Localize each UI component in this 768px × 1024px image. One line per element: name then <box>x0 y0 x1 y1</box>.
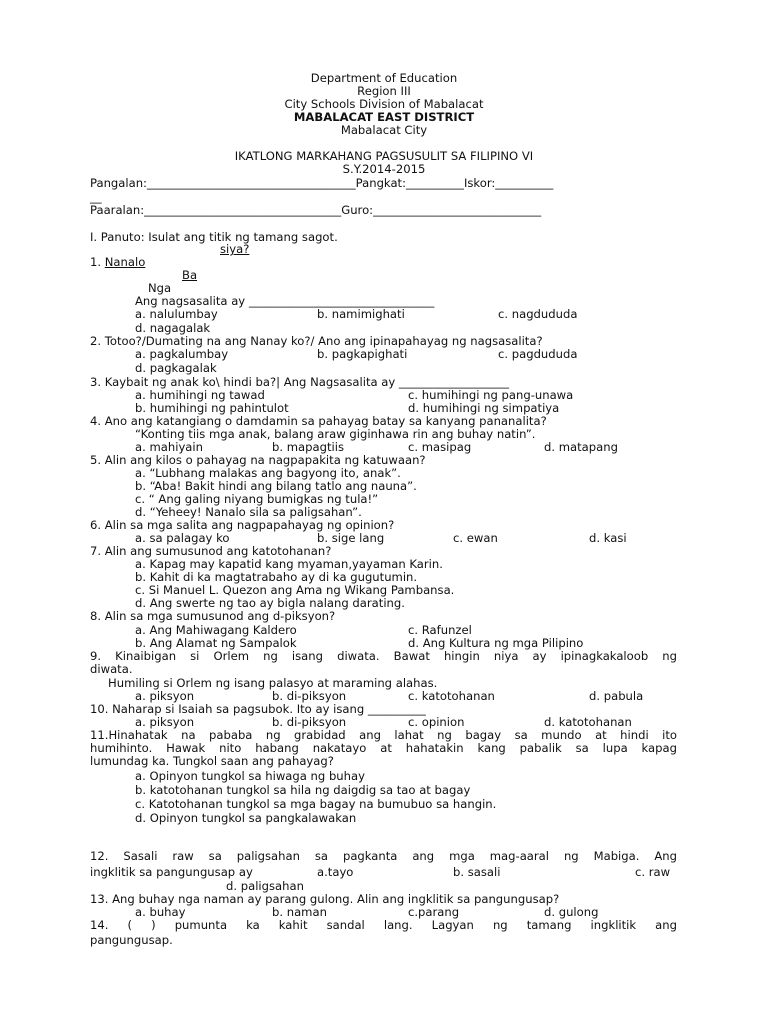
q9-question-line-1: 9. Kinaibigan si Orlem ng isang diwata. Bawat hingin niya ay ipinagkakaloob ng <box>90 649 677 663</box>
q10-choice-b: b. di-piksyon <box>272 715 347 729</box>
q7-choice-c: c. Si Manuel L. Quezon ang Ama ng Wikang Pambansa. <box>135 583 455 597</box>
instructions: I. Panuto: Isulat ang titik ng tamang sagot. <box>90 230 338 244</box>
q9-question-line-3: Humiling si Orlem ng isang palasyo at maraming alahas. <box>108 676 438 690</box>
q8-choice-a: a. Ang Mahiwagang Kaldero <box>135 623 297 637</box>
region: Region III <box>357 84 411 98</box>
q4-question: 4. Ano ang katangiang o damdamin sa pahayag batay sa kanyang pananalita? <box>90 414 547 428</box>
q9-choice-c: c. katotohanan <box>408 689 495 703</box>
q10-choice-d: d. katotohanan <box>544 715 632 729</box>
name-section-line: Pangalan:____________________________________Pangkat:__________Iskor:__________ <box>90 176 554 190</box>
q1-choice-d: d. nagagalak <box>135 321 211 335</box>
q10-choice-c: c. opinion <box>408 715 465 729</box>
q1-choice-b: b. namimighati <box>317 307 405 321</box>
q3-choice-d: d. humihingi ng simpatiya <box>408 401 560 415</box>
school-year: S.Y.2014-2015 <box>342 162 426 176</box>
q8-choice-d: d. Ang Kultura ng mga Pilipino <box>408 636 584 650</box>
department-name: Department of Education <box>310 71 458 85</box>
q12-choice-c: c. raw <box>635 865 671 879</box>
q12-question-line-1: 12. Sasali raw sa paligsahan sa pagkanta ang mga mag-aaral ng Mabiga. Ang <box>90 849 677 863</box>
q3-question: 3. Kaybait ng anak ko\ hindi ba?| Ang Nagsasalita ay ___________________ <box>90 375 510 389</box>
q9-choice-a: a. piksyon <box>135 689 195 703</box>
q6-choice-a: a. sa palagay ko <box>135 531 230 545</box>
q13-choice-b: b. naman <box>272 905 327 919</box>
q7-question: 7. Alin ang sumusunod ang katotohanan? <box>90 544 332 558</box>
q1-word-2: Ba <box>182 268 198 282</box>
q2-choice-a: a. pagkalumbay <box>135 347 229 361</box>
q3-choice-b: b. humihingi ng pahintulot <box>135 401 289 415</box>
q11-question-line-1: 11.Hinahatak na pababa ng grabidad ang lahat ng bagay sa mundo at hindi ito <box>90 728 677 742</box>
q11-choice-c: c. Katotohanan tungkol sa mga bagay na bumubuo sa hangin. <box>135 797 497 811</box>
q8-choice-c: c. Rafunzel <box>408 623 472 637</box>
q1-choice-c: c. nagdududa <box>498 307 578 321</box>
q6-choice-c: c. ewan <box>453 531 498 545</box>
city: Mabalacat City <box>340 123 428 137</box>
q4-choice-d: d. matapang <box>544 440 618 454</box>
q1-stray-word: siya? <box>220 242 250 256</box>
district: MABALACAT EAST DISTRICT <box>293 110 475 124</box>
q10-choice-a: a. piksyon <box>135 715 195 729</box>
q9-question-line-2: diwata. <box>90 662 133 676</box>
q12-choice-b: b. sasali <box>453 865 501 879</box>
q1-number: 1. Nanalo <box>90 255 146 269</box>
q4-quote: “Konting tiis mga anak, balang araw giginhawa rin ang buhay natin”. <box>135 427 536 441</box>
q11-choice-d: d. Opinyon tungkol sa pangkalawakan <box>135 811 357 825</box>
q11-choice-a: a. Opinyon tungkol sa hiwaga ng buhay <box>135 769 365 783</box>
q4-choice-b: b. mapagtiis <box>272 440 344 454</box>
exam-title: IKATLONG MARKAHANG PAGSUSULIT SA FILIPINO VI <box>234 149 534 163</box>
q6-choice-b: b. sige lang <box>317 531 385 545</box>
q8-question: 8. Alin sa mga sumusunod ang d-piksyon? <box>90 609 336 623</box>
q7-choice-d: d. Ang swerte ng tao ay bigla nalang darating. <box>135 596 405 610</box>
q13-choice-a: a. buhay <box>135 905 186 919</box>
q2-question: 2. Totoo?/Dumating na ang Nanay ko?/ Ano ang ipinapahayag ng nagsasalita? <box>90 334 543 348</box>
q14-question-line-2: pangungusap. <box>90 933 173 947</box>
q10-question: 10. Naharap si Isaiah sa pagsubok. Ito ay isang __________ <box>90 702 426 716</box>
q13-question: 13. Ang buhay nga naman ay parang gulong. Alin ang ingklitik sa pangungusap? <box>90 892 560 906</box>
q5-question: 5. Alin ang kilos o pahayag na nagpapakita ng katuwaan? <box>90 453 426 467</box>
q6-question: 6. Alin sa mga salita ang nagpapahayag ng opinion? <box>90 518 395 532</box>
q4-choice-a: a. mahiyain <box>135 440 203 454</box>
q11-question-line-2: humihinto. Hawak nito habang nakatayo at hahatakin kang pabalik sa lupa kapag <box>90 741 677 755</box>
q13-choice-d: d. gulong <box>544 905 599 919</box>
q5-choice-a: a. “Lubhang malakas ang bagyong ito, anak”. <box>135 466 401 480</box>
division: City Schools Division of Mabalacat <box>284 97 484 111</box>
q9-choice-d: d. pabula <box>589 689 644 703</box>
q6-choice-d: d. kasi <box>589 531 627 545</box>
q12-choice-a: a.tayo <box>317 865 354 879</box>
q5-choice-c: c. “ Ang galing niyang bumigkas ng tula!” <box>135 492 379 506</box>
q4-choice-c: c. masipag <box>408 440 472 454</box>
q12-choice-d: d. paligsahan <box>226 879 304 893</box>
q5-choice-d: d. “Yeheey! Nanalo sila sa paligsahan”. <box>135 505 362 519</box>
q3-choice-a: a. humihingi ng tawad <box>135 388 265 402</box>
q12-question-line-2: ingklitik sa pangungusap ay <box>90 865 253 879</box>
q5-choice-b: b. “Aba! Bakit hindi ang bilang tatlo ang nauna”. <box>135 479 417 493</box>
q7-choice-b: b. Kahit di ka magtatrabaho ay di ka gugutumin. <box>135 570 418 584</box>
q11-choice-b: b. katotohanan tungkol sa hila ng daigdig sa tao at bagay <box>135 783 471 797</box>
q1-choice-a: a. nalulumbay <box>135 307 218 321</box>
q2-choice-c: c. pagdududa <box>498 347 578 361</box>
q3-choice-c: c. humihingi ng pang-unawa <box>408 388 574 402</box>
q7-choice-a: a. Kapag may kapatid kang myaman,yayaman Karin. <box>135 557 443 571</box>
q13-choice-c: c.parang <box>408 905 460 919</box>
q2-choice-d: d. pagkagalak <box>135 361 217 375</box>
school-teacher-line: Paaralan:__________________________________Guro:_____________________________ <box>90 203 542 217</box>
q1-stem: Ang nagsasalita ay ________________________________ <box>135 294 435 308</box>
q11-question-line-3: lumundag ka. Tungkol saan ang pahayag? <box>90 754 334 768</box>
q1-word-1: Nanalo <box>104 255 146 269</box>
q2-choice-b: b. pagkapighati <box>317 347 408 361</box>
q9-choice-b: b. di-piksyon <box>272 689 347 703</box>
q8-choice-b: b. Ang Alamat ng Sampalok <box>135 636 297 650</box>
q14-question-line-1: 14. ( ) pumunta ka kahit sandal lang. Lagyan ng tamang ingklitik ang <box>90 918 677 932</box>
q1-word-3: Nga <box>148 281 172 295</box>
name-line-wrap: __ <box>90 190 102 204</box>
